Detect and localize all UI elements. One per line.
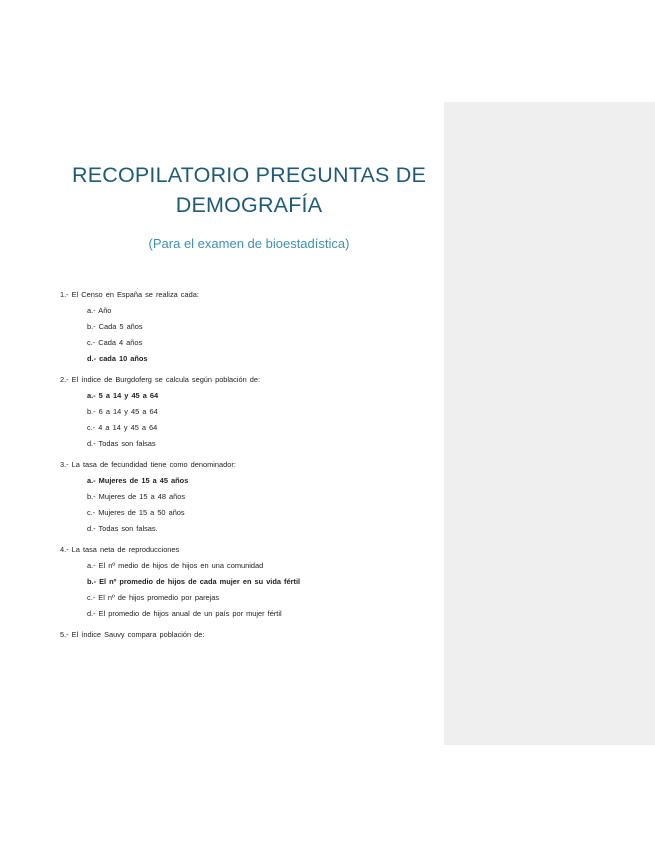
document-title <box>60 160 438 220</box>
title-line-2: DEMOGRAFÍA <box>175 193 323 217</box>
comment-pane <box>444 102 655 745</box>
answer-option: d.- cada 10 años <box>87 354 148 363</box>
question-text: 4.- La tasa neta de reproducciones <box>60 545 180 554</box>
answer-option: d.- Todas son falsas. <box>87 524 158 533</box>
question-4 <box>60 545 440 619</box>
answer-option: b.- 6 a 14 y 45 a 64 <box>87 407 158 416</box>
question-5 <box>60 630 440 640</box>
answer-option: a.- Año <box>87 306 112 315</box>
title-line-1: RECOPILATORIO PREGUNTAS DE <box>71 163 427 187</box>
answer-option: b.- Cada 5 años <box>87 322 143 331</box>
answer-option: c.- Mujeres de 15 a 50 años <box>87 508 185 517</box>
answer-option: c.- Cada 4 años <box>87 338 143 347</box>
answer-option: d.- Todas son falsas <box>87 439 156 448</box>
answer-option: a.- Mujeres de 15 a 45 años <box>87 476 189 485</box>
question-1 <box>60 290 440 364</box>
answer-option: b.- El nº promedio de hijos de cada mujer en su vida fértil <box>87 577 301 586</box>
answer-option: a.- El nº medio de hijos de hijos en una comunidad <box>87 561 264 570</box>
answer-option: b.- Mujeres de 15 a 48 años <box>87 492 186 501</box>
answer-option: c.- El nº de hijos promedio por parejas <box>87 593 220 602</box>
question-text: 2.- El índice de Burgdoferg se calcula según población de: <box>60 375 261 384</box>
question-2 <box>60 375 440 449</box>
answer-option: d.- El promedio de hijos anual de un país por mujer fértil <box>87 609 282 618</box>
document-subtitle: (Para el examen de bioestadística) <box>148 236 350 251</box>
question-list <box>60 290 440 651</box>
question-text: 1.- El Censo en España se realiza cada: <box>60 290 199 299</box>
answer-option: c.- 4 a 14 y 45 a 64 <box>87 423 158 432</box>
answer-option: a.- 5 a 14 y 45 a 64 <box>87 391 159 400</box>
question-text: 3.- La tasa de fecundidad tiene como denominador: <box>60 460 236 469</box>
question-text: 5.- El índice Sauvy compara población de: <box>60 630 205 639</box>
question-3 <box>60 460 440 534</box>
